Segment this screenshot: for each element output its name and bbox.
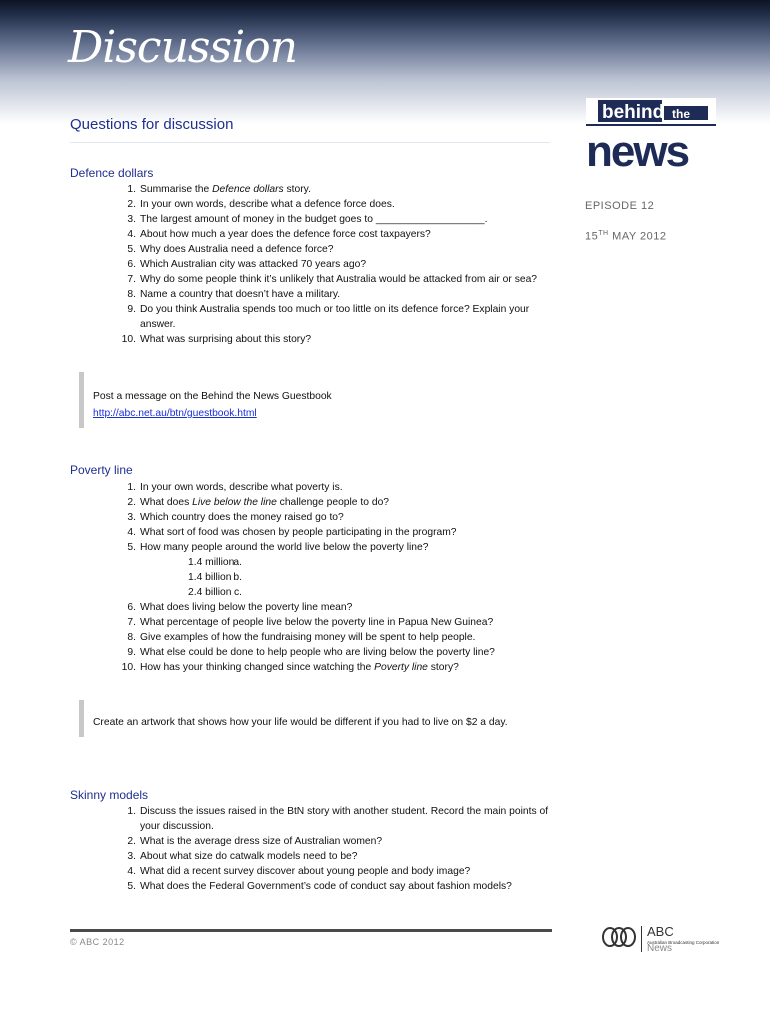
question-item (70, 480, 560, 495)
sub-option (140, 585, 560, 600)
question-item (70, 227, 560, 242)
question-text: 1.4 billion (188, 572, 232, 583)
question-number: 6. (127, 259, 136, 270)
question-number: 1. (127, 184, 136, 195)
question-item (70, 287, 560, 302)
question-text: What was surprising about this story? (140, 334, 312, 345)
behind-the-news-logo (586, 98, 716, 176)
question-number: 1. (127, 806, 136, 817)
abc-lissajous-icon (601, 926, 637, 948)
question-item (70, 242, 560, 257)
question-text: About what size do catwalk models need to be? (140, 851, 358, 862)
question-number: b. (233, 572, 242, 583)
callout-text: Create an artwork that shows how your life would be different if you had to live on $2 a day. (93, 717, 508, 728)
question-item (70, 615, 560, 630)
story-title: Poverty line (374, 662, 428, 673)
question-text: Give examples of how the fundraising money will be spent to help people. (140, 632, 476, 643)
question-number: 3. (127, 512, 136, 523)
question-list (70, 804, 560, 894)
title-divider (70, 142, 550, 143)
question-number: 3. (127, 214, 136, 225)
question-number: 8. (127, 632, 136, 643)
question-item (70, 540, 560, 600)
question-text: Why does Australia need a defence force? (140, 244, 334, 255)
question-number: 2. (127, 836, 136, 847)
question-number: 5. (127, 881, 136, 892)
question-text: Which Australian city was attacked 70 years ago? (140, 259, 367, 270)
question-number: 10. (121, 662, 136, 673)
question-number: 2. (127, 497, 136, 508)
callout-box (79, 372, 563, 428)
question-text: Summarise the (140, 184, 213, 195)
question-number: 5. (127, 542, 136, 553)
question-list (70, 182, 560, 347)
question-item (70, 879, 560, 894)
logo-the: the (672, 107, 690, 121)
question-item (70, 197, 560, 212)
footer-divider (70, 929, 552, 932)
question-list (70, 480, 560, 675)
question-number: 4. (127, 866, 136, 877)
question-item (70, 864, 560, 879)
question-number: 4. (127, 527, 136, 538)
question-text: The largest amount of money in the budget goes to ___________________. (140, 214, 488, 225)
topic-heading: Defence dollars (70, 166, 154, 180)
question-number: 10. (121, 334, 136, 345)
question-text: story? (427, 662, 459, 673)
question-number: 8. (127, 289, 136, 300)
logo-behind: behind (602, 102, 665, 123)
topic-heading: Skinny models (70, 788, 149, 802)
question-item (70, 525, 560, 540)
question-text: What did a recent survey discover about young people and body image? (140, 866, 471, 877)
page-title: Questions for discussion (70, 116, 234, 133)
abc-subtitle: Australian Broadcasting Corporation (647, 940, 720, 945)
sub-option (140, 570, 560, 585)
episode-date (585, 230, 667, 243)
question-item (70, 660, 560, 675)
question-text: Which country does the money raised go to? (140, 512, 344, 523)
question-text: story. (283, 184, 311, 195)
question-text: How has your thinking changed since watching the (140, 662, 375, 673)
question-text: What does (140, 497, 193, 508)
question-number: c. (233, 587, 242, 598)
question-text: challenge people to do? (276, 497, 390, 508)
question-item (70, 804, 560, 834)
abc-logo-divider (641, 926, 642, 952)
sub-option-list (140, 555, 560, 600)
question-text: Why do some people think it’s unlikely that Australia would be attacked from air or sea? (140, 274, 538, 285)
sub-option (140, 555, 560, 570)
topic-heading: Poverty line (70, 463, 133, 477)
question-number: a. (233, 557, 242, 568)
question-item (70, 510, 560, 525)
question-item (70, 332, 560, 347)
episode-label: EPISODE 12 (585, 200, 655, 212)
question-item (70, 630, 560, 645)
question-item (70, 257, 560, 272)
abc-name: ABC (647, 924, 674, 939)
question-text: In your own words, describe what poverty is. (140, 482, 343, 493)
question-number: 2. (127, 199, 136, 210)
date-day: 15 (585, 230, 599, 243)
question-item (70, 849, 560, 864)
question-text: About how much a year does the defence force cost taxpayers? (140, 229, 431, 240)
question-number: 9. (127, 647, 136, 658)
question-number: 7. (127, 617, 136, 628)
question-number: 7. (127, 274, 136, 285)
question-text: How many people around the world live below the poverty line? (140, 542, 429, 553)
copyright: © ABC 2012 (70, 937, 125, 947)
guestbook-link[interactable]: http://abc.net.au/btn/guestbook.html (93, 408, 257, 419)
story-title: Defence dollars (212, 184, 284, 195)
date-suffix: TH (598, 230, 609, 237)
question-item (70, 182, 560, 197)
question-text: What is the average dress size of Australian women? (140, 836, 383, 847)
abc-news-label: News (647, 943, 673, 954)
question-item (70, 600, 560, 615)
question-item (70, 834, 560, 849)
question-item (70, 495, 560, 510)
question-number: 3. (127, 851, 136, 862)
question-item (70, 212, 560, 227)
question-text: In your own words, describe what a defence force does. (140, 199, 395, 210)
question-item (70, 645, 560, 660)
question-text: What does the Federal Government’s code of conduct say about fashion models? (140, 881, 512, 892)
header-title: Discussion (68, 22, 297, 73)
callout-text: Post a message on the Behind the News Guestbook (93, 391, 332, 402)
question-text: 1.4 million (188, 557, 235, 568)
question-item (70, 272, 560, 287)
question-text: What does living below the poverty line mean? (140, 602, 353, 613)
question-text: What sort of food was chosen by people participating in the program? (140, 527, 457, 538)
question-item (70, 302, 560, 332)
question-number: 9. (127, 304, 136, 315)
question-text: 2.4 billion (188, 587, 232, 598)
question-number: 1. (127, 482, 136, 493)
question-text: What else could be done to help people who are living below the poverty line? (140, 647, 495, 658)
date-rest: MAY 2012 (612, 230, 667, 243)
question-text: Name a country that doesn’t have a military. (140, 289, 341, 300)
callout-box (79, 700, 558, 737)
question-number: 4. (127, 229, 136, 240)
story-title: Live below the line (192, 497, 277, 508)
question-text: What percentage of people live below the poverty line in Papua New Guinea? (140, 617, 494, 628)
question-number: 6. (127, 602, 136, 613)
question-number: 5. (127, 244, 136, 255)
question-text: Discuss the issues raised in the BtN story with another student. Record the main points of your discussion. (140, 806, 549, 832)
logo-news: news (586, 127, 689, 176)
question-text: Do you think Australia spends too much or too little on its defence force? Explain your answer. (140, 304, 530, 330)
